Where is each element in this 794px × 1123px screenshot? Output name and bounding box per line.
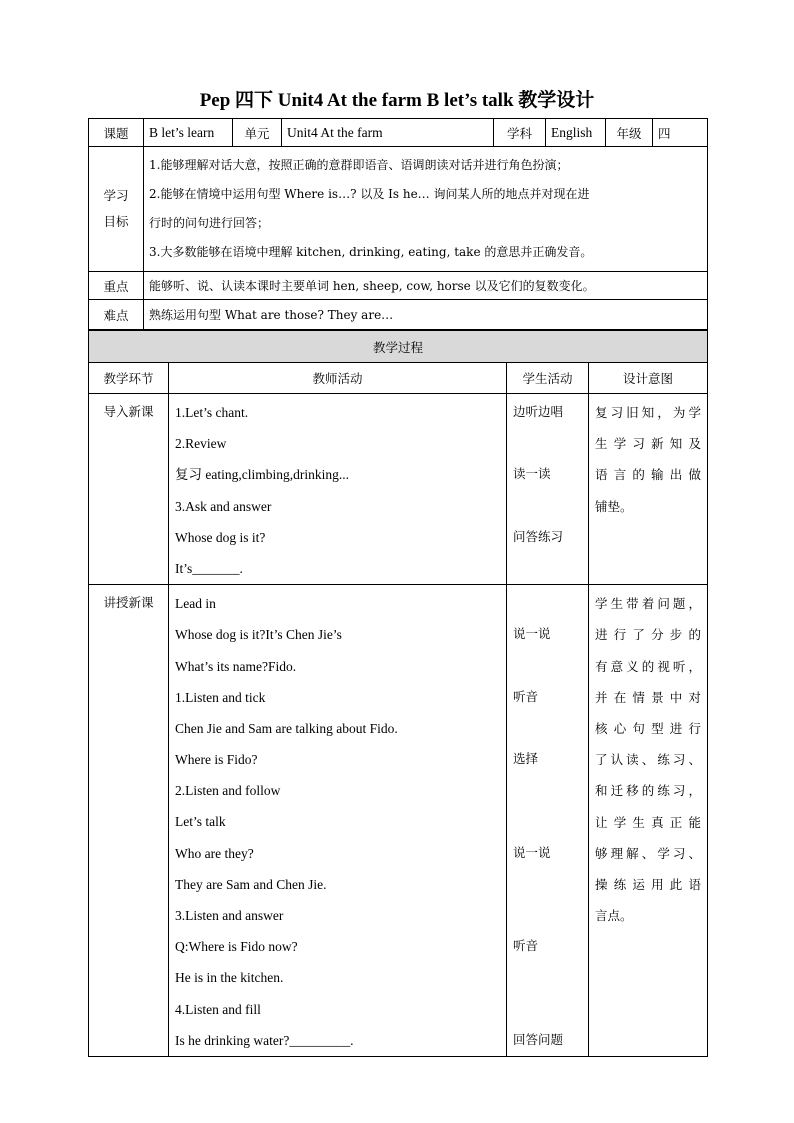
teacher-cell: Lead in Whose dog is it?It’s Chen Jie’s What’s its name?Fido. 1.Listen and tick Chen Jie and Sam are talking about Fido. Where is Fido? 2.Listen and follow Let’s talk Who are they? They are Sam and Chen Jie. 3.Listen and answer Q:Where is Fido now? He is in the kitchen. 4.Listen and fill Is he drinking water?_________. (169, 585, 507, 1057)
objective-line: 3.大多数能够在语境中理解 kitchen, drinking, eating, take 的意思并正确发音。 (149, 245, 593, 259)
teacher-cell: 1.Let’s chant. 2.Review 复习 eating,climbing,drinking... 3.Ask and answer Whose dog is it? It’s_______. (169, 394, 507, 585)
table-row (89, 585, 708, 1057)
subject-label: 学科 (494, 119, 546, 147)
stage-cell: 讲授新课 (89, 585, 169, 1057)
intent-cell: 复习旧知，为学 生学习新知及 语言的输出做 铺垫。 (589, 394, 708, 585)
topic-value: B let’s learn (144, 119, 233, 147)
objective-line: 2.能够在情境中运用句型 Where is…? 以及 Is he… 询问某人所的地点并对现在进 (149, 187, 590, 201)
student-cell: 边听边唱 读一读 问答练习 (507, 394, 589, 585)
grade-label: 年级 (606, 119, 653, 147)
document-title: Pep 四下 Unit4 At the farm B let’s talk 教学设计 (199, 90, 595, 111)
unit-value: Unit4 At the farm (282, 119, 494, 147)
column-header: 设计意图 (589, 363, 708, 394)
objectives-content (144, 147, 708, 272)
info-table (88, 118, 708, 330)
difficulties-label: 难点 (89, 300, 144, 330)
topic-label: 课题 (89, 119, 144, 147)
key-points-text: 能够听、说、认读本课时主要单词 hen, sheep, cow, horse 以及它们的复数变化。 (144, 272, 708, 300)
column-header: 教师活动 (169, 363, 507, 394)
stage-cell: 导入新课 (89, 394, 169, 585)
difficulties-text: 熟练运用句型 What are those? They are… (144, 300, 708, 330)
intent-cell: 学生带着问题， 进行了分步的 有意义的视听， 并在情景中对 核心句型进行 了认读、练习、 和迁移的练习， 让学生真正能 够理解、学习、 操练运用此语 言点。 (589, 585, 708, 1057)
table-row (89, 394, 708, 585)
process-table (88, 330, 708, 1057)
unit-label: 单元 (233, 119, 282, 147)
student-cell: 说一说 听音 选择 说一说 听音 回答问题 (507, 585, 589, 1057)
objectives-label: 学习 目标 (89, 147, 144, 272)
grade-value: 四 (653, 119, 708, 147)
objective-line: 1.能够理解对话大意，按照正确的意群即语音、语调朗读对话并进行角色扮演； (149, 158, 569, 172)
column-header: 学生活动 (507, 363, 589, 394)
objective-line: 行时的问句进行回答； (149, 216, 270, 230)
column-header: 教学环节 (89, 363, 169, 394)
process-header: 教学过程 (89, 331, 708, 363)
subject-value: English (546, 119, 606, 147)
key-points-label: 重点 (89, 272, 144, 300)
